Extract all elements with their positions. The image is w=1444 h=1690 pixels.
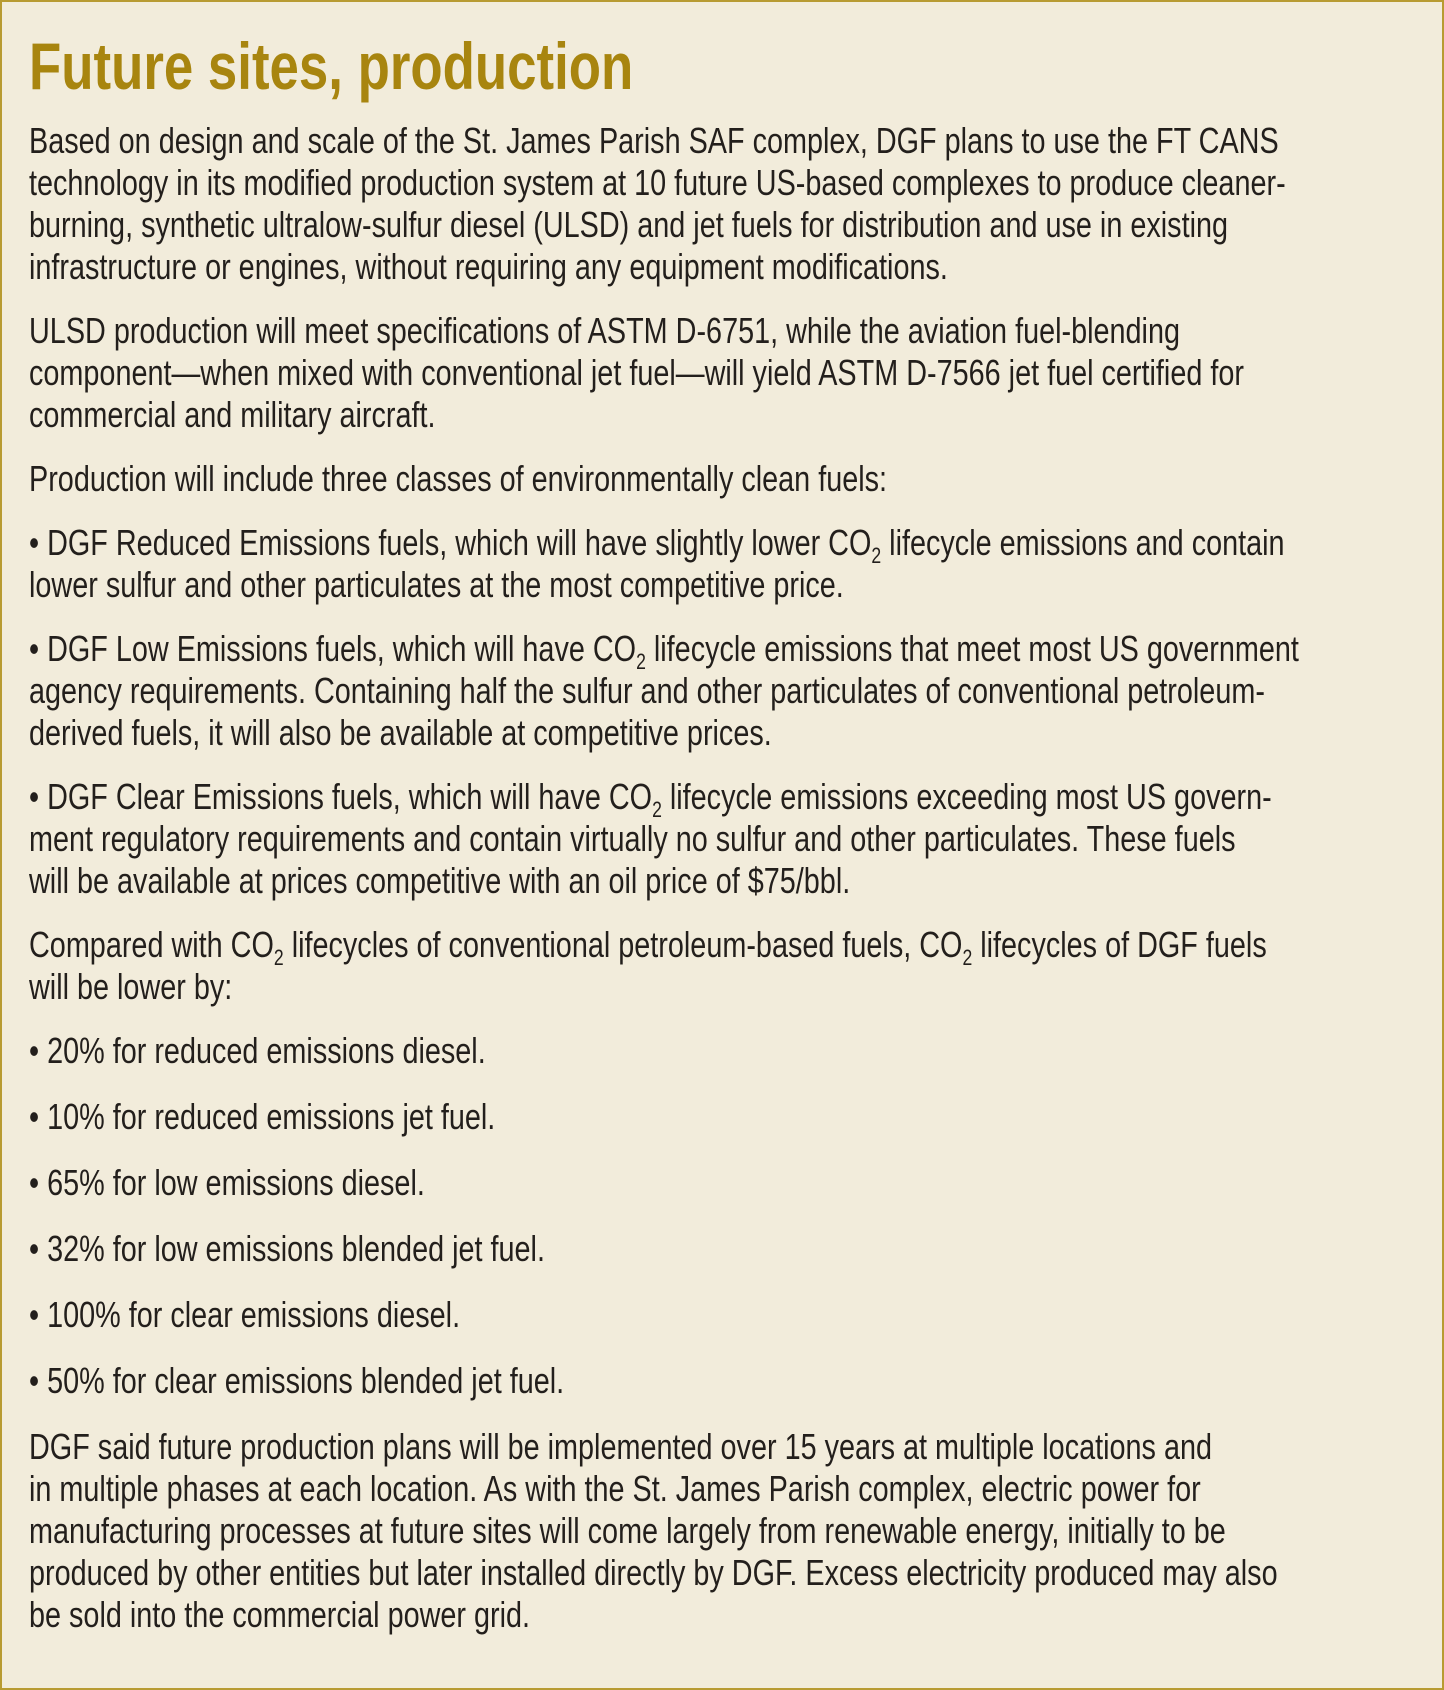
list-item: • 20% for reduced emissions diesel.	[29, 1030, 486, 1071]
closing-paragraph	[29, 1426, 1424, 1636]
fuel-class-clear	[29, 776, 1424, 902]
classes-intro	[29, 458, 1424, 500]
text-line: will be lower by:	[29, 966, 233, 1007]
comparison-paragraph	[29, 924, 1424, 1008]
text-line: manufacturing processes at future sites will come largely from renewable energy, initially to be	[29, 1510, 1226, 1551]
text-line: agency requirements. Containing half the sulfur and other particulates of conventional petroleum-	[29, 670, 1265, 711]
list-item: • 100% for clear emissions diesel.	[29, 1294, 461, 1335]
fuel-class-reduced	[29, 522, 1424, 606]
text-line: • DGF Reduced Emissions fuels, which will have slightly lower $CO_2$ lifecycle emissions and contain	[29, 522, 1285, 568]
intro-paragraph	[29, 120, 1424, 288]
text-line: • DGF Clear Emissions fuels, which will have $CO_2$ lifecycle emissions exceeding most US govern-	[29, 776, 1272, 822]
text-line: commercial and military aircraft.	[29, 394, 436, 435]
text-line: Based on design and scale of the St. James Parish SAF complex, DGF plans to use the FT CANS	[29, 120, 1279, 161]
text-line: ment regulatory requirements and contain virtually no sulfur and other particulates. These fuels	[29, 818, 1236, 859]
text-line: component—when mixed with conventional jet fuel—will yield ASTM D-7566 jet fuel certified for	[29, 352, 1244, 393]
text-line: technology in its modified production system at 10 future US-based complexes to produce cleaner-	[29, 162, 1286, 203]
list-item: • 32% for low emissions blended jet fuel.	[29, 1228, 545, 1269]
text-line: be sold into the commercial power grid.	[29, 1594, 531, 1635]
fuel-class-low	[29, 628, 1424, 754]
text-line: Compared with $CO_2$ lifecycles of conventional petroleum-based fuels, $CO_2$ lifecycles of DGF fuels	[29, 924, 1267, 970]
text-line: Production will include three classes of environmentally clean fuels:	[29, 458, 888, 499]
list-item: • 10% for reduced emissions jet fuel.	[29, 1096, 496, 1137]
text-line: will be available at prices competitive with an oil price of $75/bbl.	[29, 860, 851, 901]
text-line: derived fuels, it will also be available at competitive prices.	[29, 712, 772, 753]
text-line: burning, synthetic ultralow-sulfur diesel (ULSD) and jet fuels for distribution and use in existing	[29, 204, 1228, 245]
list-item: • 65% for low emissions diesel.	[29, 1162, 425, 1203]
text-line: • DGF Low Emissions fuels, which will have $CO_2$ lifecycle emissions that meet most US government	[29, 628, 1299, 674]
text-line: infrastructure or engines, without requiring any equipment modifications.	[29, 246, 948, 287]
ulsd-paragraph	[29, 310, 1424, 436]
text-line: DGF said future production plans will be implemented over 15 years at multiple locations and	[29, 1426, 1213, 1467]
text-line: lower sulfur and other particulates at the most competitive price.	[29, 564, 844, 605]
text-line: ULSD production will meet specifications of ASTM D-6751, while the aviation fuel-blending	[29, 310, 1180, 351]
list-item: • 50% for clear emissions blended jet fuel.	[29, 1360, 565, 1401]
text-line: produced by other entities but later installed directly by DGF. Excess electricity produced may also	[29, 1552, 1278, 1593]
page-title: Future sites, production	[29, 29, 634, 103]
text-line: in multiple phases at each location. As with the St. James Parish complex, electric power for	[29, 1468, 1201, 1509]
